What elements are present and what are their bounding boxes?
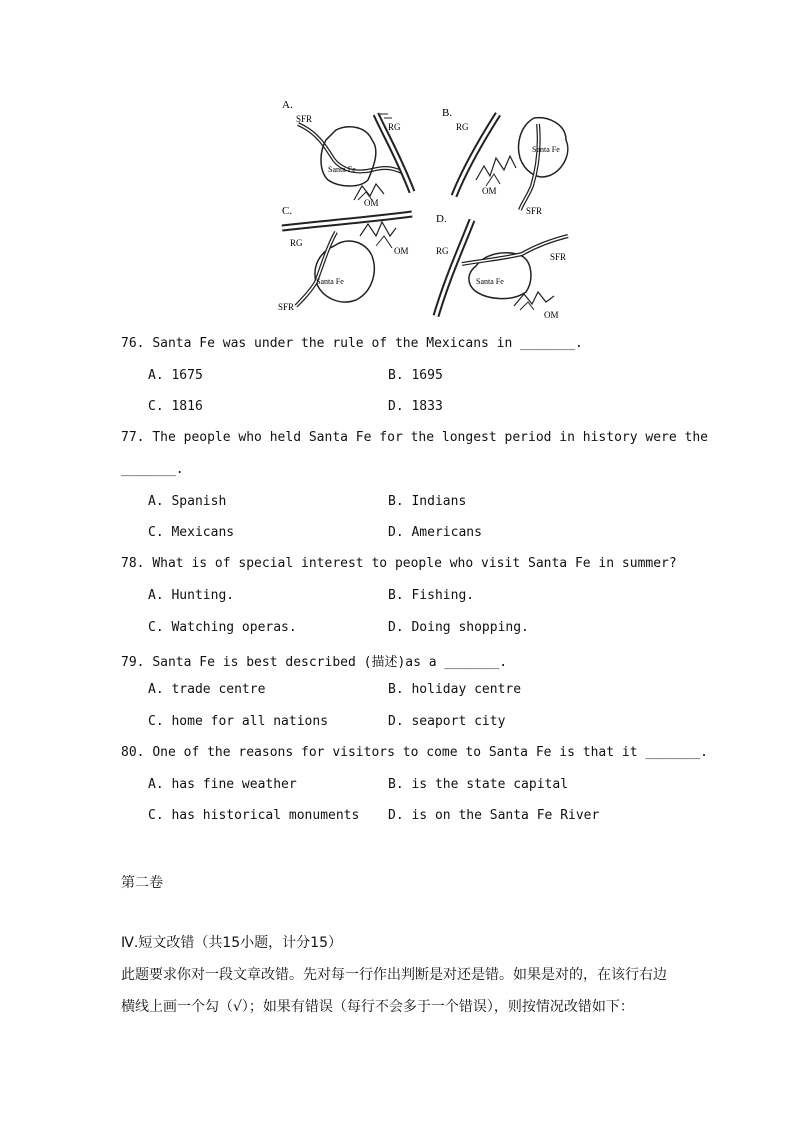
map-panel-c xyxy=(278,205,412,312)
map-label-rg: RG xyxy=(436,246,449,256)
option-text: Mexicans xyxy=(171,525,235,540)
option-text: has historical monuments xyxy=(171,808,360,823)
map-label-om: OM xyxy=(544,310,559,320)
question-number: 78. xyxy=(121,556,145,571)
map-label-om: OM xyxy=(364,198,379,208)
section-heading: Ⅳ.短文改错（共15小题，计分15） xyxy=(121,935,342,951)
option-79-b xyxy=(388,682,521,697)
map-panel-letter: A. xyxy=(282,99,293,111)
option-letter: A. xyxy=(148,494,164,509)
map-label-santa-fe: Santa Fe xyxy=(532,145,560,154)
map-options-figure xyxy=(276,96,576,328)
option-text: Hunting. xyxy=(171,588,235,603)
option-78-a xyxy=(148,588,234,603)
map-label-santa-fe: Santa Fe xyxy=(316,277,344,286)
option-76-d xyxy=(388,399,443,414)
option-77-c xyxy=(148,525,234,540)
option-letter: B. xyxy=(388,494,404,509)
option-80-c xyxy=(148,808,359,823)
option-text: has fine weather xyxy=(171,777,297,792)
option-text: Indians xyxy=(411,494,467,509)
option-letter: D. xyxy=(388,620,404,635)
question-76 xyxy=(121,336,583,351)
option-letter: B. xyxy=(388,588,404,603)
option-letter: C. xyxy=(148,525,164,540)
option-letter: C. xyxy=(148,808,164,823)
option-letter: D. xyxy=(388,399,404,414)
question-79 xyxy=(121,651,507,670)
question-text: The people who held Santa Fe for the longest period in history were the xyxy=(152,430,709,445)
map-panel-b xyxy=(442,107,568,216)
map-panel-letter: B. xyxy=(442,107,453,119)
option-text: Spanish xyxy=(171,494,227,509)
option-letter: B. xyxy=(388,777,404,792)
question-text: Santa Fe is best described (描述)as a _______. xyxy=(152,655,508,670)
option-letter: B. xyxy=(388,368,404,383)
option-letter: A. xyxy=(148,777,164,792)
option-77-a xyxy=(148,494,226,509)
option-text: 1816 xyxy=(171,399,203,414)
option-text: trade centre xyxy=(171,682,266,697)
option-text: Fishing. xyxy=(411,588,475,603)
map-label-om: OM xyxy=(394,246,409,256)
question-number: 77. xyxy=(121,430,145,445)
option-letter: D. xyxy=(388,714,404,729)
question-number: 76. xyxy=(121,336,145,351)
option-80-b xyxy=(388,777,568,792)
map-label-rg: RG xyxy=(290,238,303,248)
option-78-b xyxy=(388,588,474,603)
map-label-sfr: SFR xyxy=(296,114,313,124)
map-panel-d xyxy=(436,213,568,320)
option-77-d xyxy=(388,525,482,540)
option-letter: D. xyxy=(388,525,404,540)
option-76-c xyxy=(148,399,203,414)
map-label-om: OM xyxy=(482,186,497,196)
option-76-b xyxy=(388,368,443,383)
option-letter: D. xyxy=(388,808,404,823)
map-label-santa-fe: Santa Fe xyxy=(476,277,504,286)
option-letter: B. xyxy=(388,682,404,697)
question-number: 79. xyxy=(121,655,145,670)
question-text: Santa Fe was under the rule of the Mexicans in _______. xyxy=(152,336,583,351)
option-77-b xyxy=(388,494,466,509)
question-number: 80. xyxy=(121,745,145,760)
question-80 xyxy=(121,745,708,760)
map-panel-a xyxy=(282,99,412,208)
option-76-a xyxy=(148,368,203,383)
option-text: home for all nations xyxy=(171,714,329,729)
option-text: 1675 xyxy=(171,368,203,383)
option-78-d xyxy=(388,620,529,635)
option-letter: A. xyxy=(148,682,164,697)
option-text: holiday centre xyxy=(411,682,522,697)
option-text: Americans xyxy=(411,525,482,540)
option-letter: C. xyxy=(148,714,164,729)
map-label-sfr: SFR xyxy=(526,206,543,216)
option-80-d xyxy=(388,808,599,823)
option-letter: A. xyxy=(148,368,164,383)
map-label-sfr: SFR xyxy=(550,252,567,262)
part-two-title: 第二卷 xyxy=(121,875,163,891)
option-letter: C. xyxy=(148,620,164,635)
map-label-rg: RG xyxy=(456,122,469,132)
option-letter: C. xyxy=(148,399,164,414)
question-77 xyxy=(121,430,708,445)
option-text: is the state capital xyxy=(411,777,569,792)
option-79-a xyxy=(148,682,265,697)
option-80-a xyxy=(148,777,297,792)
option-letter: A. xyxy=(148,588,164,603)
map-label-sfr: SFR xyxy=(278,302,295,312)
option-text: seaport city xyxy=(411,714,506,729)
option-79-c xyxy=(148,714,328,729)
option-text: 1833 xyxy=(411,399,443,414)
question-78 xyxy=(121,556,677,571)
option-text: 1695 xyxy=(411,368,443,383)
question-77-continuation: _______. xyxy=(121,462,184,477)
option-78-c xyxy=(148,620,297,635)
option-text: Doing shopping. xyxy=(411,620,529,635)
instruction-line-1: 此题要求你对一段文章改错。先对每一行作出判断是对还是错。如果是对的，在该行右边 xyxy=(121,967,667,983)
question-text: What is of special interest to people who visit Santa Fe in summer? xyxy=(152,556,677,571)
option-79-d xyxy=(388,714,505,729)
map-label-rg: RG xyxy=(388,122,401,132)
instruction-line-2: 横线上画一个勾（√）；如果有错误（每行不会多于一个错误），则按情况改错如下： xyxy=(121,999,634,1015)
map-panel-letter: D. xyxy=(436,213,447,225)
map-label-santa-fe: Santa Fe xyxy=(328,165,356,174)
question-text: One of the reasons for visitors to come to Santa Fe is that it _______. xyxy=(152,745,709,760)
map-panel-letter: C. xyxy=(282,205,293,217)
option-text: Watching operas. xyxy=(171,620,297,635)
option-text: is on the Santa Fe River xyxy=(411,808,600,823)
